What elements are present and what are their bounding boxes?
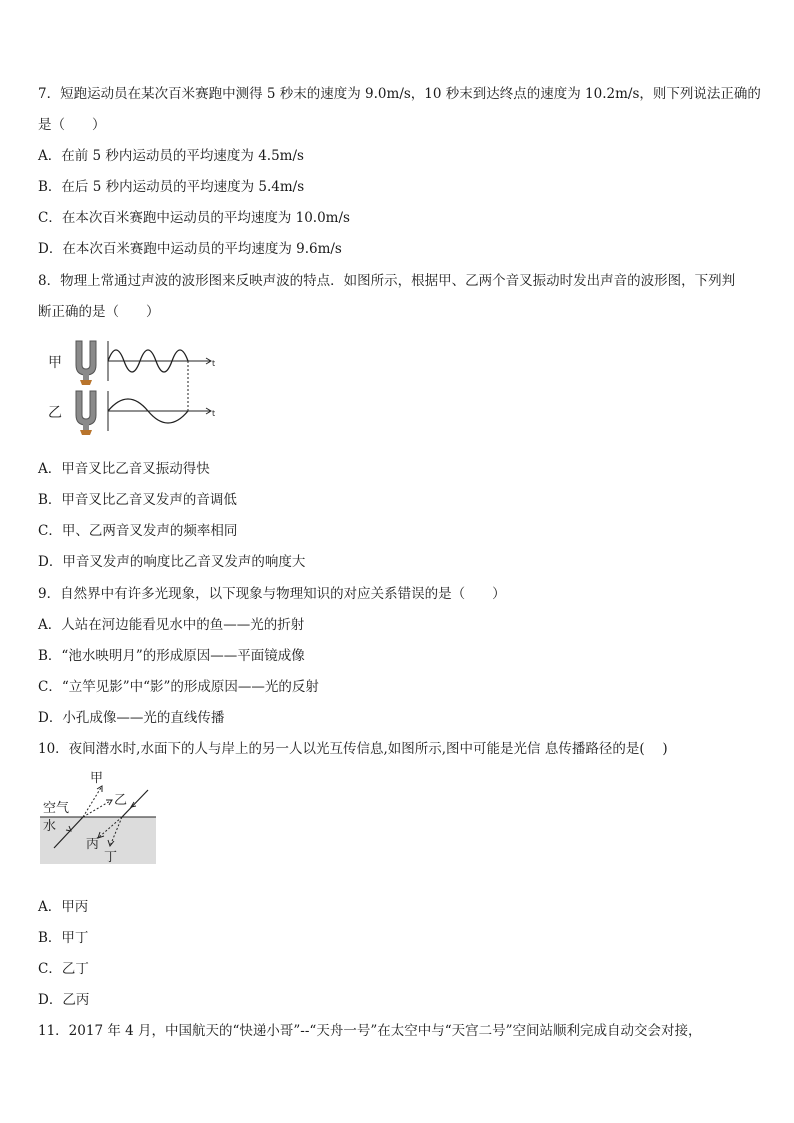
q7-option-a: A．在前 5 秒内运动员的平均速度为 4.5m/s xyxy=(38,148,304,164)
q10-option-b: B．甲丁 xyxy=(38,930,89,946)
fig8-label-jia: 甲 xyxy=(48,355,62,371)
ray-jia xyxy=(83,786,102,817)
label-ding: 丁 xyxy=(104,850,118,865)
q9-option-b: B．“池水映明月”的形成原因——平面镜成像 xyxy=(38,648,305,664)
ray-yi xyxy=(83,800,112,817)
q9-option-c: C．“立竿见影”中“影”的形成原因——光的反射 xyxy=(38,679,319,695)
q9-stem: 9．自然界中有许多光现象，以下现象与物理知识的对应关系错误的是（ ） xyxy=(38,586,506,602)
q10-option-c: C．乙丁 xyxy=(38,961,89,977)
q10-option-d: D．乙丙 xyxy=(38,992,90,1008)
q10-stem: 10．夜间潜水时,水面下的人与岸上的另一人以光互传信息,如图所示,图中可能是光信 息传播路径的是( ) xyxy=(38,741,668,757)
label-bing: 丙 xyxy=(86,837,100,852)
tuning-fork-waveform-figure xyxy=(40,335,230,441)
fig8-axis-label-top: t xyxy=(212,359,216,368)
q10-option-a: A．甲丙 xyxy=(38,899,89,915)
q7-option-d: D．在本次百米赛跑中运动员的平均速度为 9.6m/s xyxy=(38,241,342,257)
q7-option-c: C．在本次百米赛跑中运动员的平均速度为 10.0m/s xyxy=(38,210,350,226)
label-jia: 甲 xyxy=(90,771,104,786)
q8-option-d: D．甲音叉发声的响度比乙音叉发声的响度大 xyxy=(38,554,306,570)
q7-stem-line2: 是（ ） xyxy=(38,117,106,133)
label-yi: 乙 xyxy=(114,793,128,808)
label-water: 水 xyxy=(43,819,57,834)
fig8-label-yi: 乙 xyxy=(48,405,62,421)
q8-option-a: A．甲音叉比乙音叉振动得快 xyxy=(38,461,210,477)
q8-stem-line1: 8．物理上常通过声波的波形图来反映声波的特点．如图所示，根据甲、乙两个音叉振动时发出声音的波形图，下列判 xyxy=(38,273,736,289)
q8-option-b: B．甲音叉比乙音叉发声的音调低 xyxy=(38,492,237,508)
light-path-figure xyxy=(38,768,160,868)
q8-option-c: C．甲、乙两音叉发声的频率相同 xyxy=(38,523,238,539)
q7-option-b: B．在后 5 秒内运动员的平均速度为 5.4m/s xyxy=(38,179,305,195)
tuning-fork-icon-yi xyxy=(76,391,96,435)
tuning-fork-icon-jia xyxy=(76,341,96,385)
q11-stem-line1: 11．2017 年 4 月，中国航天的“快递小哥”--“天舟一号”在太空中与“天宫二号”空间站顺利完成自动交会对接， xyxy=(38,1023,702,1039)
q9-option-d: D．小孔成像——光的直线传播 xyxy=(38,710,225,726)
q7-stem-line1: 7．短跑运动员在某次百米赛跑中测得 5 秒末的速度为 9.0m/s，10 秒末到达终点的速度为 10.2m/s，则下列说法正确的 xyxy=(38,86,761,102)
fig8-axis-label-bottom: t xyxy=(212,409,216,418)
q8-stem-line2: 断正确的是（ ） xyxy=(38,304,160,320)
q9-option-a: A．人站在河边能看见水中的鱼——光的折射 xyxy=(38,617,305,633)
label-air: 空气 xyxy=(43,801,70,816)
